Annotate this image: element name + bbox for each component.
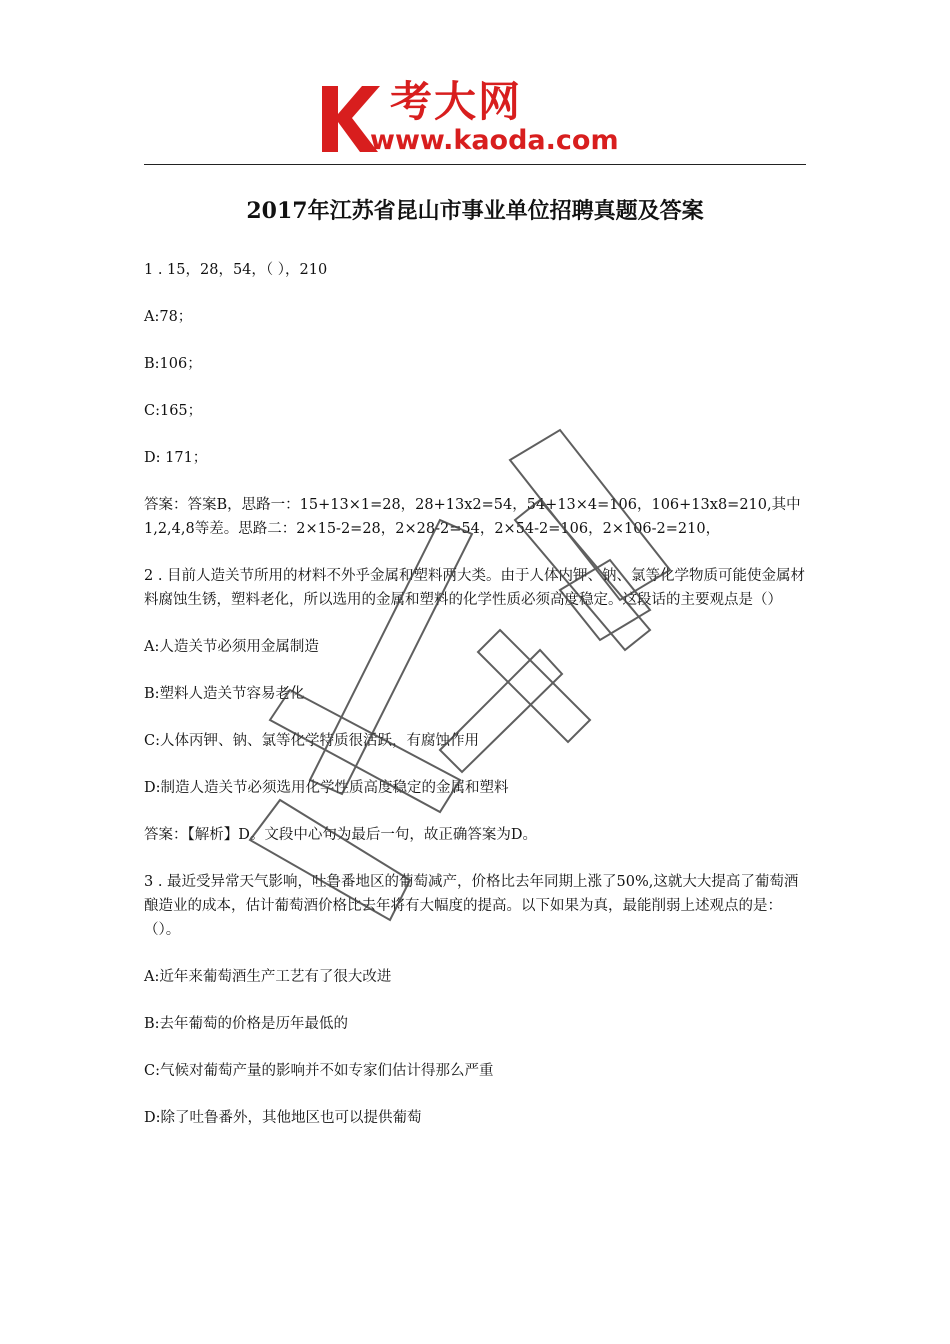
logo-name-cn: 考大网 <box>390 77 523 126</box>
option-item: B:去年葡萄的价格是历年最低的 <box>144 1016 349 1032</box>
option-item: B:塑料人造关节容易老化 <box>144 686 305 702</box>
question-stem: 3 . 最近受异常天气影响，吐鲁番地区的葡萄减产，价格比去年同期上涨了50%,这就大大提高了葡萄酒酿造业的成本，估计葡萄酒价格比去年将有大幅度的提高。以下如果为真，最能削弱上述观点的是：（）。 <box>144 874 799 938</box>
question-stem: 1 . 15，28，54，（ ），210 <box>144 262 328 278</box>
option-item: C:气候对葡萄产量的影响并不如专家们估计得那么严重 <box>144 1063 494 1079</box>
option-item: A:近年来葡萄酒生产工艺有了很大改进 <box>144 969 392 985</box>
option-item: D: 171； <box>144 450 208 466</box>
document-body <box>144 258 808 1130</box>
site-logo <box>310 78 650 160</box>
logo-url: www.kaoda.com <box>370 125 619 156</box>
option-item: C:165； <box>144 403 203 419</box>
answer-text: 答案：答案B，思路一：15+13×1=28，28+13x2=54，54+13×4=106，106+13x8=210,其中1,2,4,8等差。思路二：2×15-2=28，2×28-2=54，2×54-2=106，2×106-2=210， <box>144 497 801 537</box>
option-item: D:除了吐鲁番外，其他地区也可以提供葡萄 <box>144 1110 422 1126</box>
option-item: A:78； <box>144 309 193 325</box>
question-stem: 2 . 目前人造关节所用的材料不外乎金属和塑料两大类。由于人体内钾、钠、氯等化学物质可能使金属材料腐蚀生锈，塑料老化，所以选用的金属和塑料的化学性质必须高度稳定。这段话的主要观点是（） <box>144 568 806 608</box>
header-divider <box>144 164 806 165</box>
option-item: B:106； <box>144 356 202 372</box>
option-item: D:制造人造关节必须选用化学性质高度稳定的金属和塑料 <box>144 780 509 796</box>
page-title: 2017年江苏省昆山市事业单位招聘真题及答案 <box>246 198 704 224</box>
answer-text: 答案：【解析】D。文段中心句为最后一句，故正确答案为D。 <box>144 827 537 843</box>
option-item: A:人造关节必须用金属制造 <box>144 639 319 655</box>
option-item: C:人体丙钾、钠、氯等化学特质很活跃，有腐蚀作用 <box>144 733 479 749</box>
